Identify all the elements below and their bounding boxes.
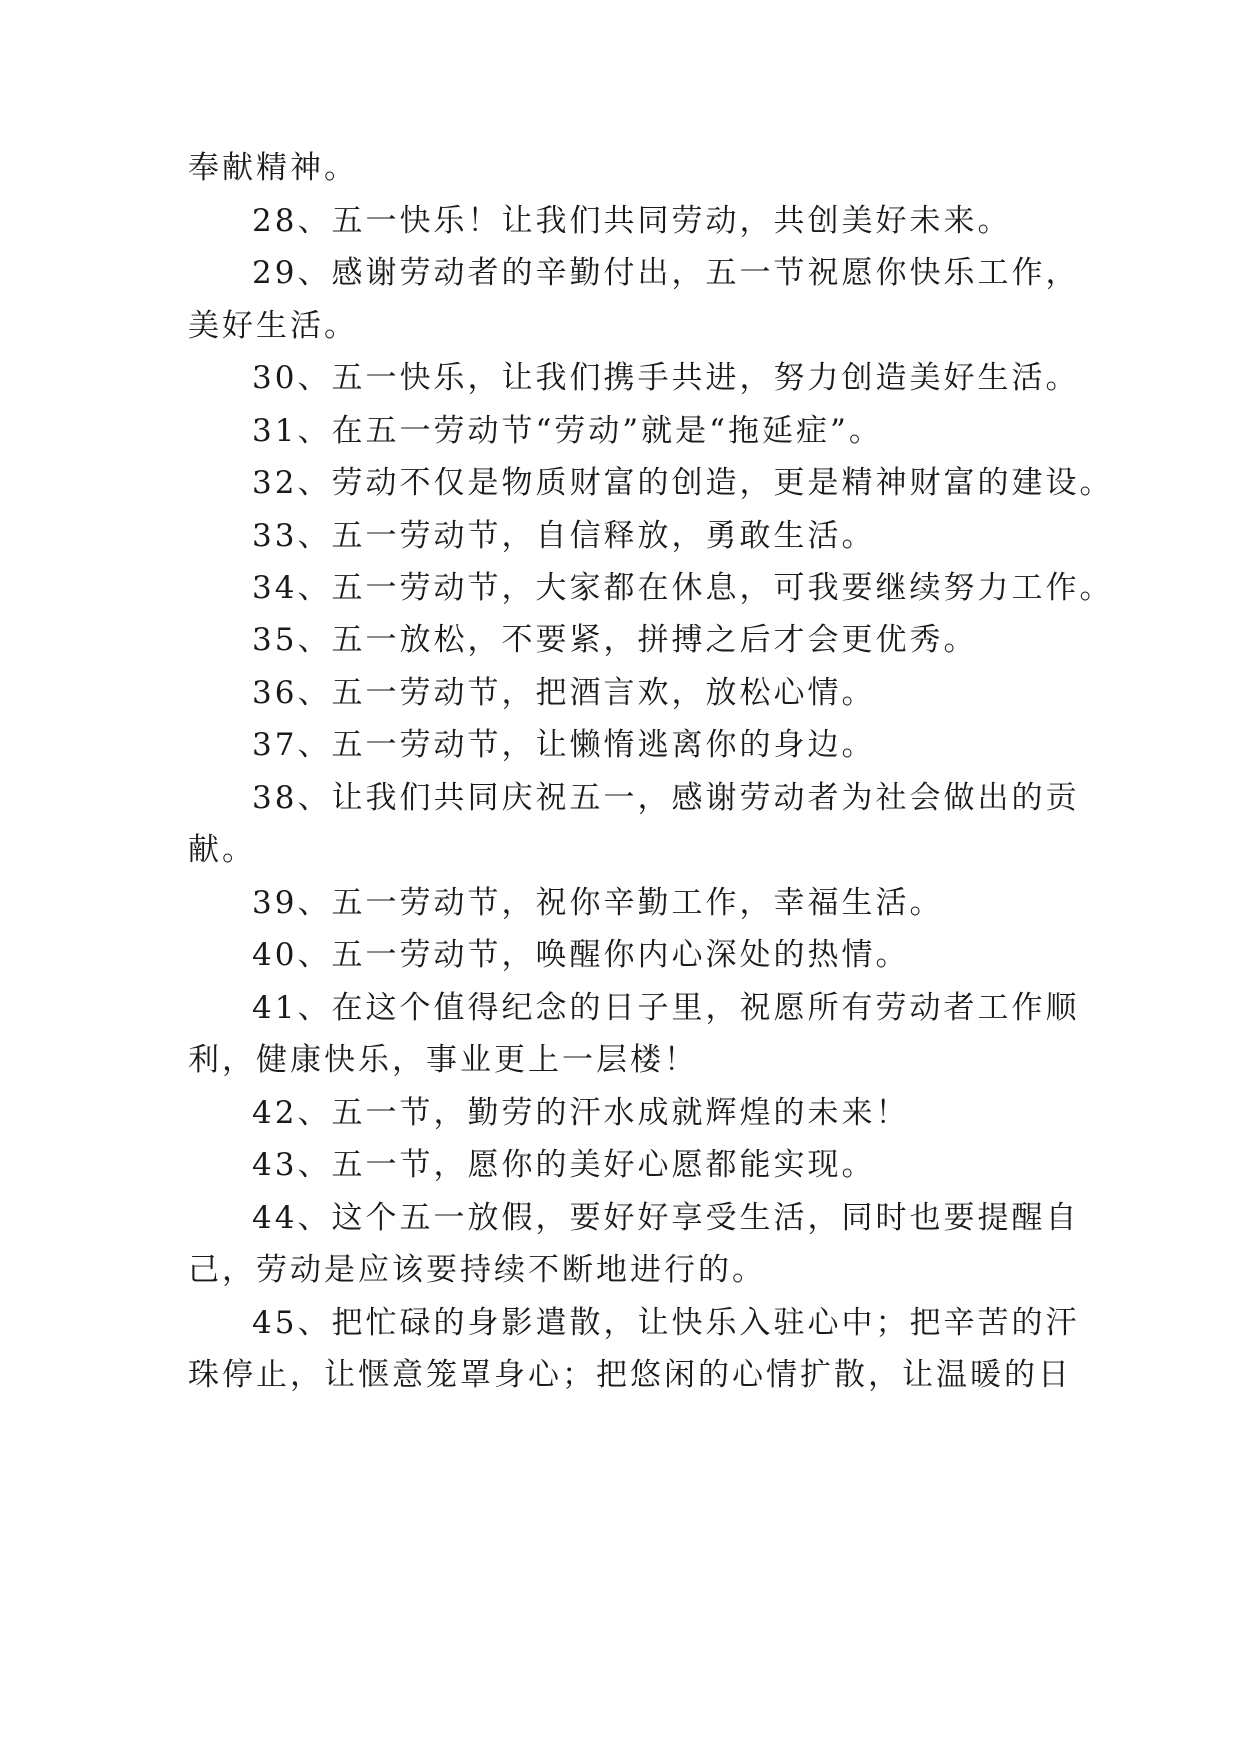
text-line: 奉献精神。 bbox=[188, 150, 358, 186]
text-line: 利，健康快乐，事业更上一层楼！ bbox=[188, 1042, 698, 1078]
text-line: 33、五一劳动节，自信释放，勇敢生活。 bbox=[252, 518, 876, 554]
text-line: 美好生活。 bbox=[188, 308, 358, 344]
text-line: 28、五一快乐！让我们共同劳动，共创美好未来。 bbox=[252, 203, 1012, 239]
text-line: 34、五一劳动节，大家都在休息，可我要继续努力工作。 bbox=[252, 570, 1114, 606]
text-line: 44、这个五一放假，要好好享受生活，同时也要提醒自 bbox=[252, 1200, 1080, 1236]
text-line: 36、五一劳动节，把酒言欢，放松心情。 bbox=[252, 675, 876, 711]
text-line: 38、让我们共同庆祝五一，感谢劳动者为社会做出的贡 bbox=[252, 780, 1080, 816]
text-line: 43、五一节，愿你的美好心愿都能实现。 bbox=[252, 1147, 876, 1183]
text-line: 29、感谢劳动者的辛勤付出，五一节祝愿你快乐工作， bbox=[252, 255, 1080, 291]
text-line: 45、把忙碌的身影遣散，让快乐入驻心中；把辛苦的汗 bbox=[252, 1305, 1080, 1341]
text-line: 41、在这个值得纪念的日子里，祝愿所有劳动者工作顺 bbox=[252, 990, 1080, 1026]
text-line: 40、五一劳动节，唤醒你内心深处的热情。 bbox=[252, 937, 910, 973]
text-line: 己，劳动是应该要持续不断地进行的。 bbox=[188, 1252, 766, 1288]
text-line: 珠停止，让惬意笼罩身心；把悠闲的心情扩散，让温暖的日 bbox=[188, 1357, 1072, 1393]
text-line: 37、五一劳动节，让懒惰逃离你的身边。 bbox=[252, 727, 876, 763]
text-line: 30、五一快乐，让我们携手共进，努力创造美好生活。 bbox=[252, 360, 1080, 396]
text-line: 42、五一节，勤劳的汗水成就辉煌的未来！ bbox=[252, 1095, 910, 1131]
text-line: 39、五一劳动节，祝你辛勤工作，幸福生活。 bbox=[252, 885, 944, 921]
text-line: 32、劳动不仅是物质财富的创造，更是精神财富的建设。 bbox=[252, 465, 1114, 501]
text-line: 献。 bbox=[188, 832, 256, 868]
text-line: 35、五一放松，不要紧，拼搏之后才会更优秀。 bbox=[252, 622, 978, 658]
text-line: 31、在五一劳动节“劳动”就是“拖延症”。 bbox=[252, 413, 883, 449]
